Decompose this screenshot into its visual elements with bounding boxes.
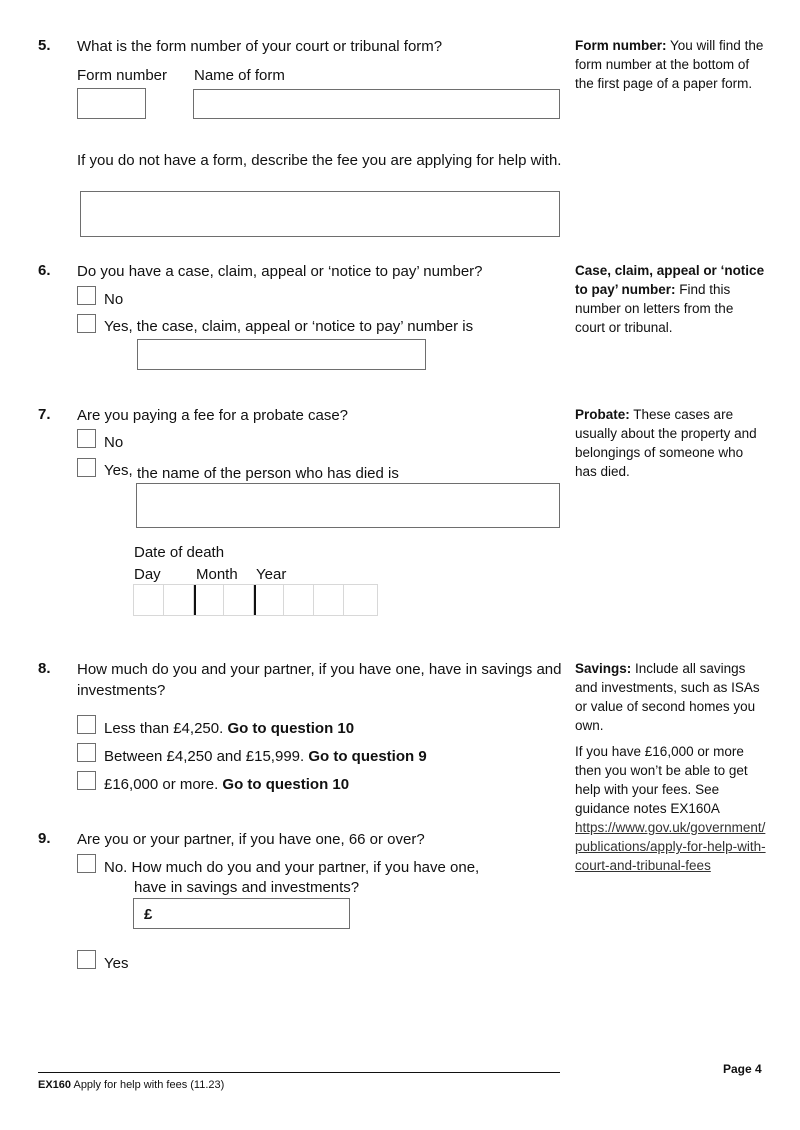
fee-description-input[interactable] [80, 191, 560, 237]
month-digit-1[interactable] [194, 585, 224, 615]
case-number-no-checkbox[interactable] [77, 286, 96, 305]
probate-yes-checkbox[interactable] [77, 458, 96, 477]
no-form-instruction: If you do not have a form, describe the fee you are applying for help with. [77, 152, 562, 169]
month-label: Month [196, 566, 238, 583]
day-digit-1[interactable] [134, 585, 164, 615]
probate-yes-label: Yes, [104, 462, 133, 479]
deceased-name-input[interactable] [136, 483, 560, 528]
savings-option-1-checkbox[interactable] [77, 715, 96, 734]
case-number-yes-label: Yes, the case, claim, appeal or ‘notice to pay’ number is [104, 318, 474, 335]
probate-no-checkbox[interactable] [77, 429, 96, 448]
over-66-yes-label: Yes [104, 955, 129, 972]
question-9-text: Are you or your partner, if you have one, 66 or over? [77, 831, 425, 848]
year-label: Year [256, 566, 287, 583]
over-66-no-text: No. How much do you and your partner, if you have one, have in savings and investments? [104, 859, 480, 896]
savings-limit-guidance [575, 742, 767, 875]
year-digit-4[interactable] [344, 585, 374, 615]
question-8-number: 8. [38, 660, 51, 677]
savings-option-2-checkbox[interactable] [77, 743, 96, 762]
footer-divider [38, 1072, 560, 1073]
form-number-input[interactable] [77, 88, 146, 119]
year-digit-1[interactable] [254, 585, 284, 615]
case-number-input[interactable] [137, 339, 426, 370]
question-5-text: What is the form number of your court or tribunal form? [77, 38, 443, 55]
footer-form-title: Apply for help with fees (11.23) [71, 1079, 225, 1091]
day-digit-2[interactable] [164, 585, 194, 615]
footer-form-info [38, 1079, 224, 1091]
year-digit-2[interactable] [284, 585, 314, 615]
savings-option-text: Between £4,250 and £15,999. [104, 748, 309, 765]
guidance-heading: Case, claim, appeal or ‘notice to pay’ number: [575, 263, 765, 297]
case-number-guidance [575, 261, 767, 337]
savings-option-goto: Go to question 9 [308, 748, 427, 765]
savings-option-goto: Go to question 10 [227, 720, 355, 737]
guidance-text: If you have £16,000 or more then you won’t be able to get help with your fees. See guidance notes EX160A [575, 744, 748, 816]
question-8-text: How much do you and your partner, if you have one, have in savings and investments? [77, 661, 562, 699]
question-5-number: 5. [38, 37, 51, 54]
savings-option-3-label [104, 776, 349, 793]
page-number: Page 4 [723, 1062, 762, 1076]
guidance-heading: Form number: [575, 38, 667, 53]
question-6-number: 6. [38, 262, 51, 279]
guidance-link[interactable]: https://www.gov.uk/government/publications/apply-for-help-with-court-and-tribunal-fees [575, 820, 766, 873]
savings-option-text: £16,000 or more. [104, 776, 223, 793]
savings-guidance [575, 659, 767, 735]
question-6-text: Do you have a case, claim, appeal or ‘notice to pay’ number? [77, 263, 483, 280]
month-digit-2[interactable] [224, 585, 254, 615]
day-label: Day [134, 566, 161, 583]
form-number-guidance [575, 36, 767, 93]
guidance-text: These cases are usually about the property and belongings of someone who has died. [575, 407, 757, 479]
question-7-text: Are you paying a fee for a probate case? [77, 407, 349, 424]
guidance-text: Include all savings and investments, such as ISAs or value of second homes you own. [575, 661, 760, 733]
probate-guidance [575, 405, 767, 481]
footer-form-code: EX160 [38, 1079, 72, 1091]
probate-no-label: No [104, 434, 124, 451]
over-66-yes-checkbox[interactable] [77, 950, 96, 969]
guidance-text: Find this number on letters from the court or tribunal. [575, 282, 734, 335]
guidance-text: You will find the form number at the bottom of the first page of a paper form. [575, 38, 764, 91]
case-number-yes-checkbox[interactable] [77, 314, 96, 333]
over-66-no-label [74, 858, 504, 898]
date-of-death-label: Date of death [134, 544, 225, 561]
year-digit-3[interactable] [314, 585, 344, 615]
savings-option-text: Less than £4,250. [104, 720, 228, 737]
currency-symbol: £ [144, 906, 153, 923]
form-number-label: Form number [77, 67, 168, 84]
deceased-name-label: the name of the person who has died is [137, 465, 399, 482]
case-number-no-label: No [104, 291, 124, 308]
date-of-death-input[interactable] [133, 584, 378, 616]
savings-option-goto: Go to question 10 [222, 776, 350, 793]
savings-option-1-label [104, 720, 354, 737]
guidance-heading: Savings: [575, 661, 632, 676]
guidance-heading: Probate: [575, 407, 630, 422]
savings-option-3-checkbox[interactable] [77, 771, 96, 790]
savings-option-2-label [104, 748, 427, 765]
question-9-number: 9. [38, 830, 51, 847]
savings-amount-input[interactable] [133, 898, 350, 929]
form-name-label: Name of form [194, 67, 285, 84]
form-name-input[interactable] [193, 89, 560, 119]
question-7-number: 7. [38, 406, 51, 423]
